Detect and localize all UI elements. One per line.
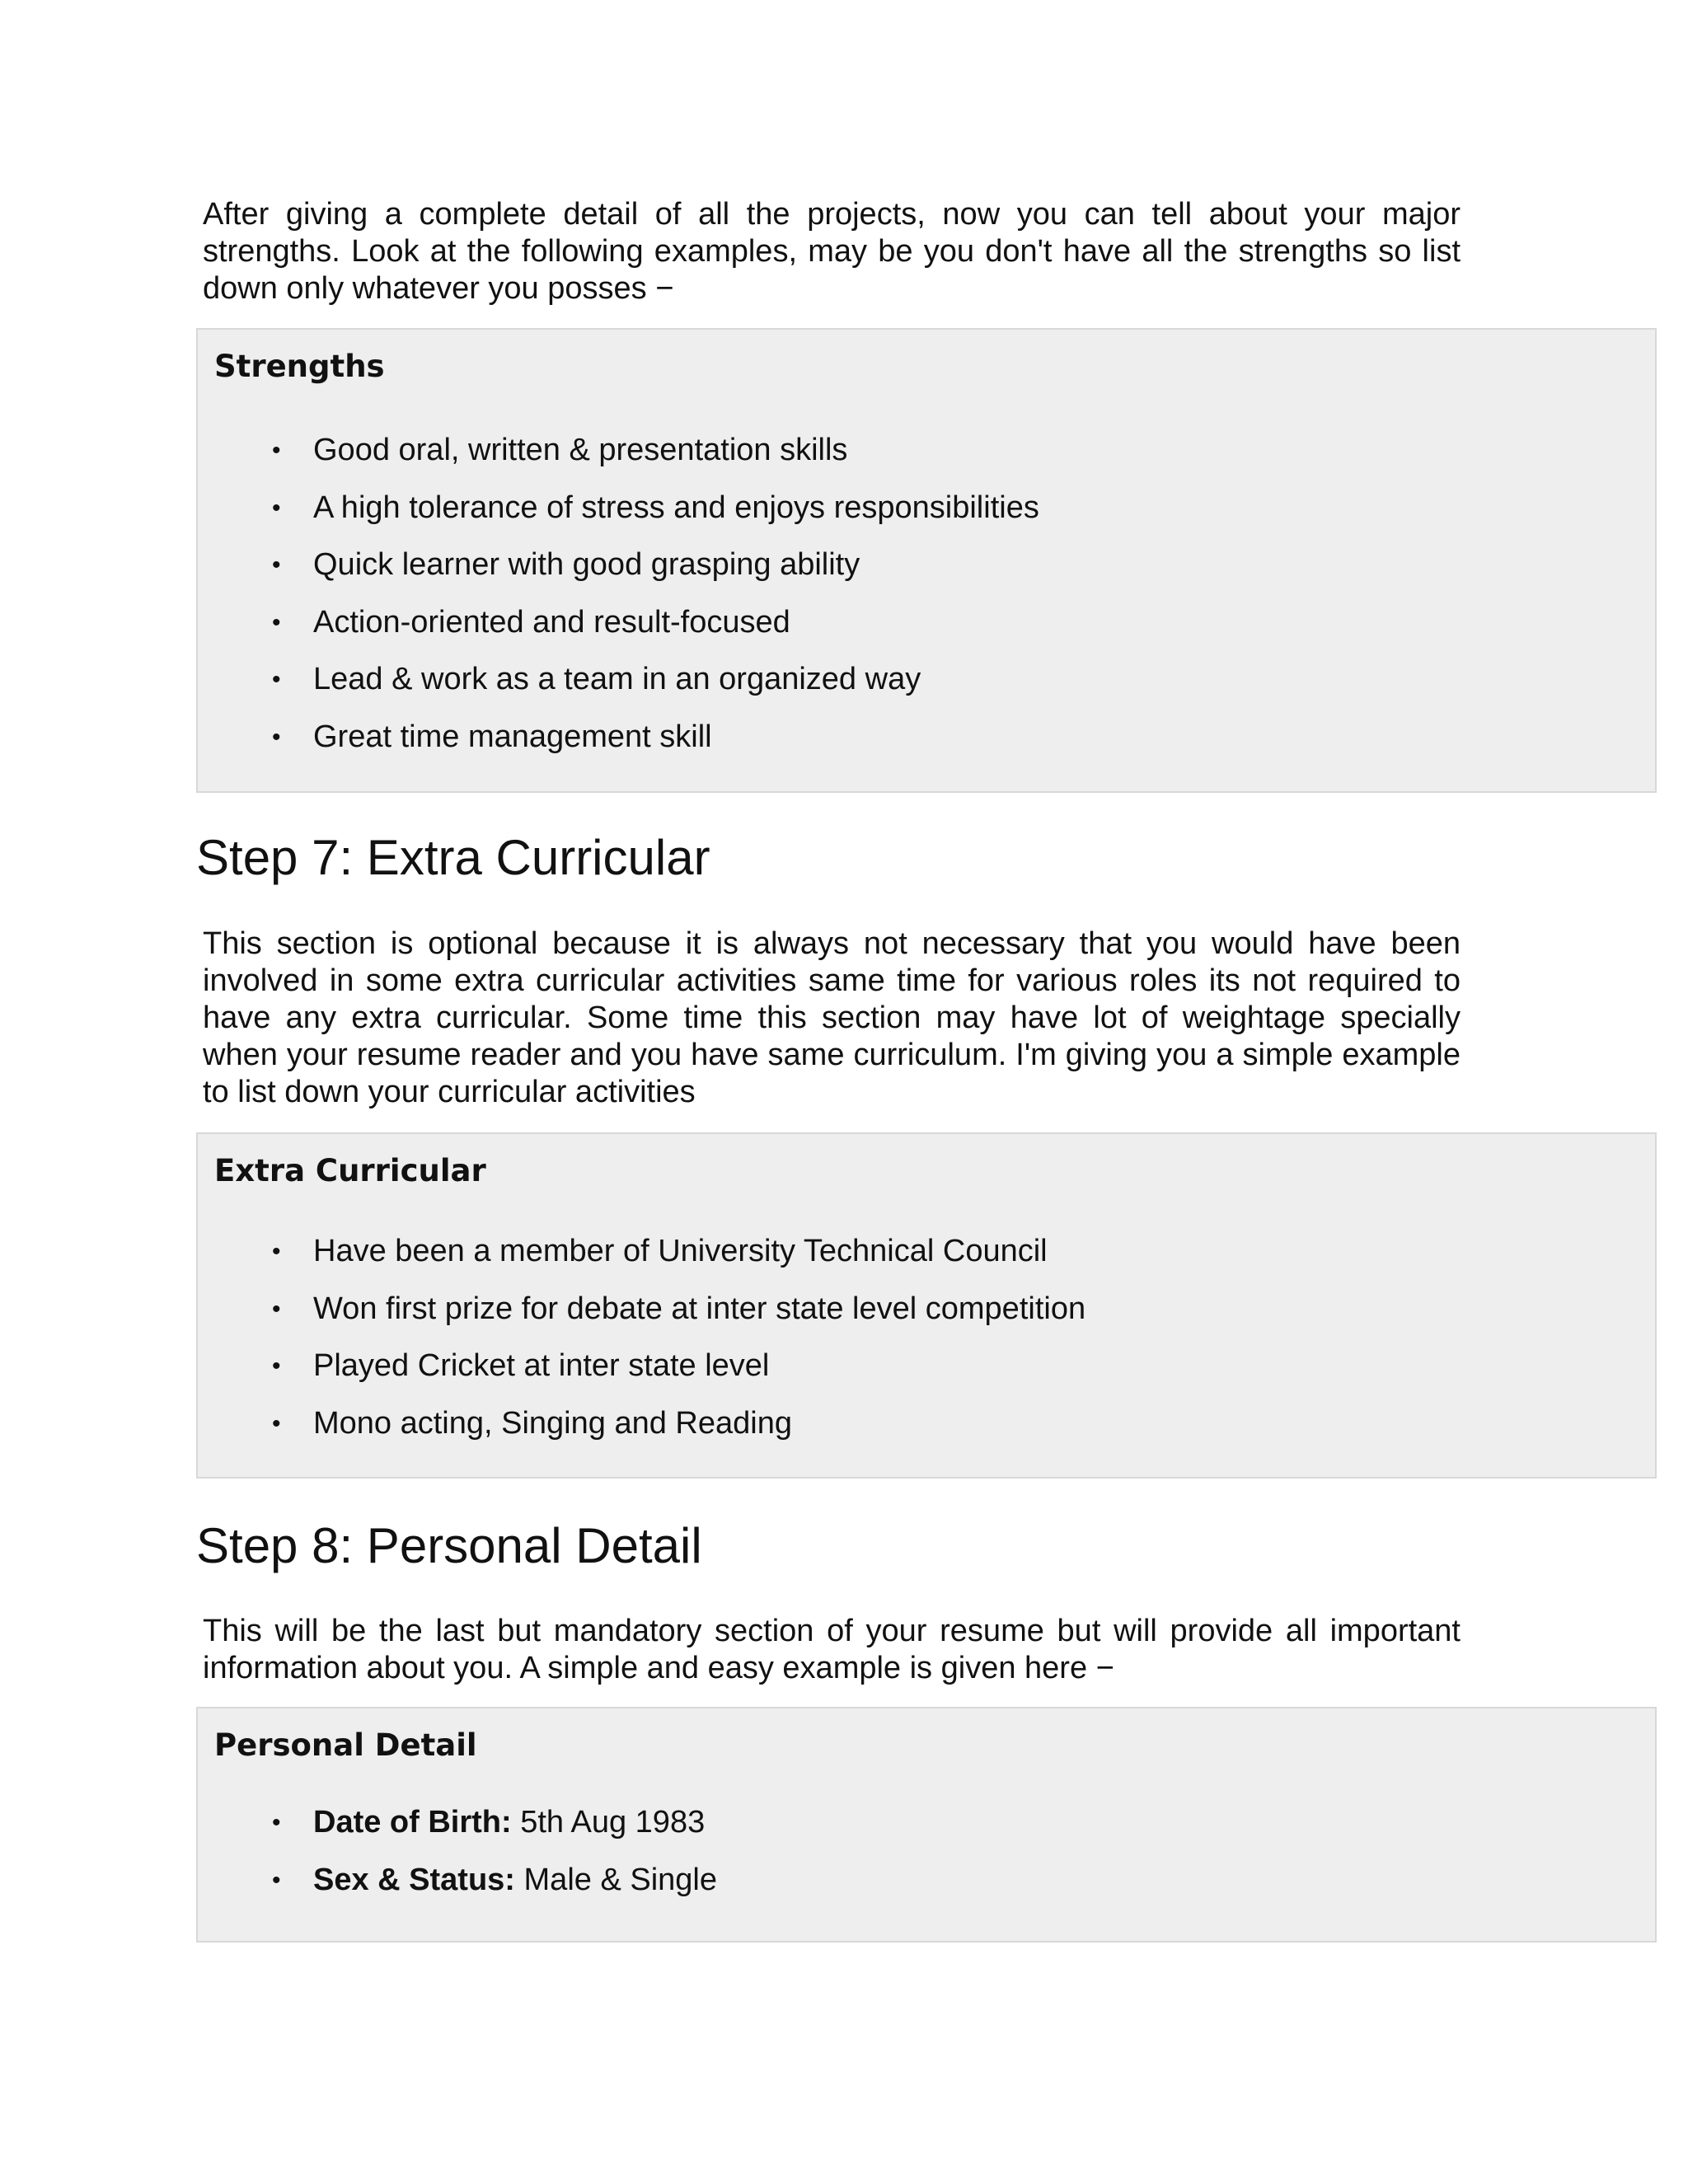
- step7-paragraph: This section is optional because it is always not necessary that you would have been involved in some extra curricular activities same time for various roles its not required to have any extra curricular. Some time this section may have lot of weightage specially when your resume reader and you have same curriculum. I'm giving you a simple example to list down your curricular activities: [203, 926, 1461, 1109]
- list-item-text: Great time management skill: [313, 719, 712, 754]
- bullet-icon: •: [272, 551, 281, 579]
- strengths-box: [196, 328, 1657, 793]
- list-item: [198, 1223, 1655, 1281]
- list-item: [198, 422, 1655, 480]
- list-item: [198, 1281, 1655, 1338]
- bullet-icon: •: [272, 1809, 281, 1836]
- list-item: [198, 1794, 1655, 1852]
- personal-detail-list: [198, 1794, 1655, 1909]
- date-of-birth-value: 5th Aug 1983: [511, 1805, 706, 1840]
- date-of-birth-label: Date of Birth:: [313, 1805, 512, 1840]
- sex-status-value: Male & Single: [514, 1862, 717, 1897]
- bullet-icon: •: [272, 494, 281, 522]
- bullet-icon: •: [272, 1352, 281, 1380]
- bullet-icon: •: [272, 1866, 281, 1894]
- personal-detail-box-title: Personal Detail: [214, 1727, 477, 1763]
- bullet-icon: •: [272, 723, 281, 751]
- bullet-icon: •: [272, 608, 281, 636]
- bullet-icon: •: [272, 1409, 281, 1437]
- list-item-text: Played Cricket at inter state level: [313, 1348, 770, 1383]
- bullet-icon: •: [272, 666, 281, 693]
- step8-heading: Step 8: Personal Detail: [196, 1518, 702, 1573]
- list-item: [198, 1395, 1655, 1453]
- extra-curricular-box-title: Extra Curricular: [214, 1153, 486, 1188]
- list-item: [198, 709, 1655, 766]
- list-item-text: Lead & work as a team in an organized way: [313, 662, 921, 696]
- intro-paragraph: After giving a complete detail of all the projects, now you can tell about your major strengths. Look at the following examples, may be you don't have all the strengths so list down only whatever you posses −: [203, 197, 1461, 306]
- step7-heading: Step 7: Extra Curricular: [196, 830, 710, 885]
- list-item: [198, 537, 1655, 594]
- sex-status-label: Sex & Status:: [313, 1862, 515, 1897]
- list-item-text: Have been a member of University Technical Council: [313, 1234, 1048, 1268]
- extra-curricular-box: [196, 1132, 1657, 1479]
- strengths-box-title: Strengths: [214, 349, 385, 384]
- list-item-text: Action-oriented and result-focused: [313, 604, 790, 640]
- bullet-icon: •: [272, 1295, 281, 1323]
- extra-curricular-list: [198, 1223, 1655, 1452]
- list-item-text: Mono acting, Singing and Reading: [313, 1405, 792, 1441]
- step8-paragraph: This will be the last but mandatory section of your resume but will provide all important information about you. A simple and easy example is given here −: [203, 1614, 1461, 1685]
- bullet-icon: •: [272, 437, 281, 464]
- list-item: [198, 1852, 1655, 1910]
- list-item-text: Won first prize for debate at inter state level competition: [313, 1291, 1086, 1326]
- list-item-text: Good oral, written & presentation skills: [313, 433, 848, 467]
- strengths-list: [198, 422, 1655, 766]
- personal-detail-box: [196, 1707, 1657, 1943]
- list-item: [198, 1338, 1655, 1395]
- bullet-icon: •: [272, 1238, 281, 1265]
- list-item: [198, 594, 1655, 652]
- list-item: [198, 480, 1655, 537]
- list-item-text: Quick learner with good grasping ability: [313, 547, 860, 582]
- list-item: [198, 651, 1655, 709]
- list-item-text: A high tolerance of stress and enjoys responsibilities: [313, 490, 1039, 525]
